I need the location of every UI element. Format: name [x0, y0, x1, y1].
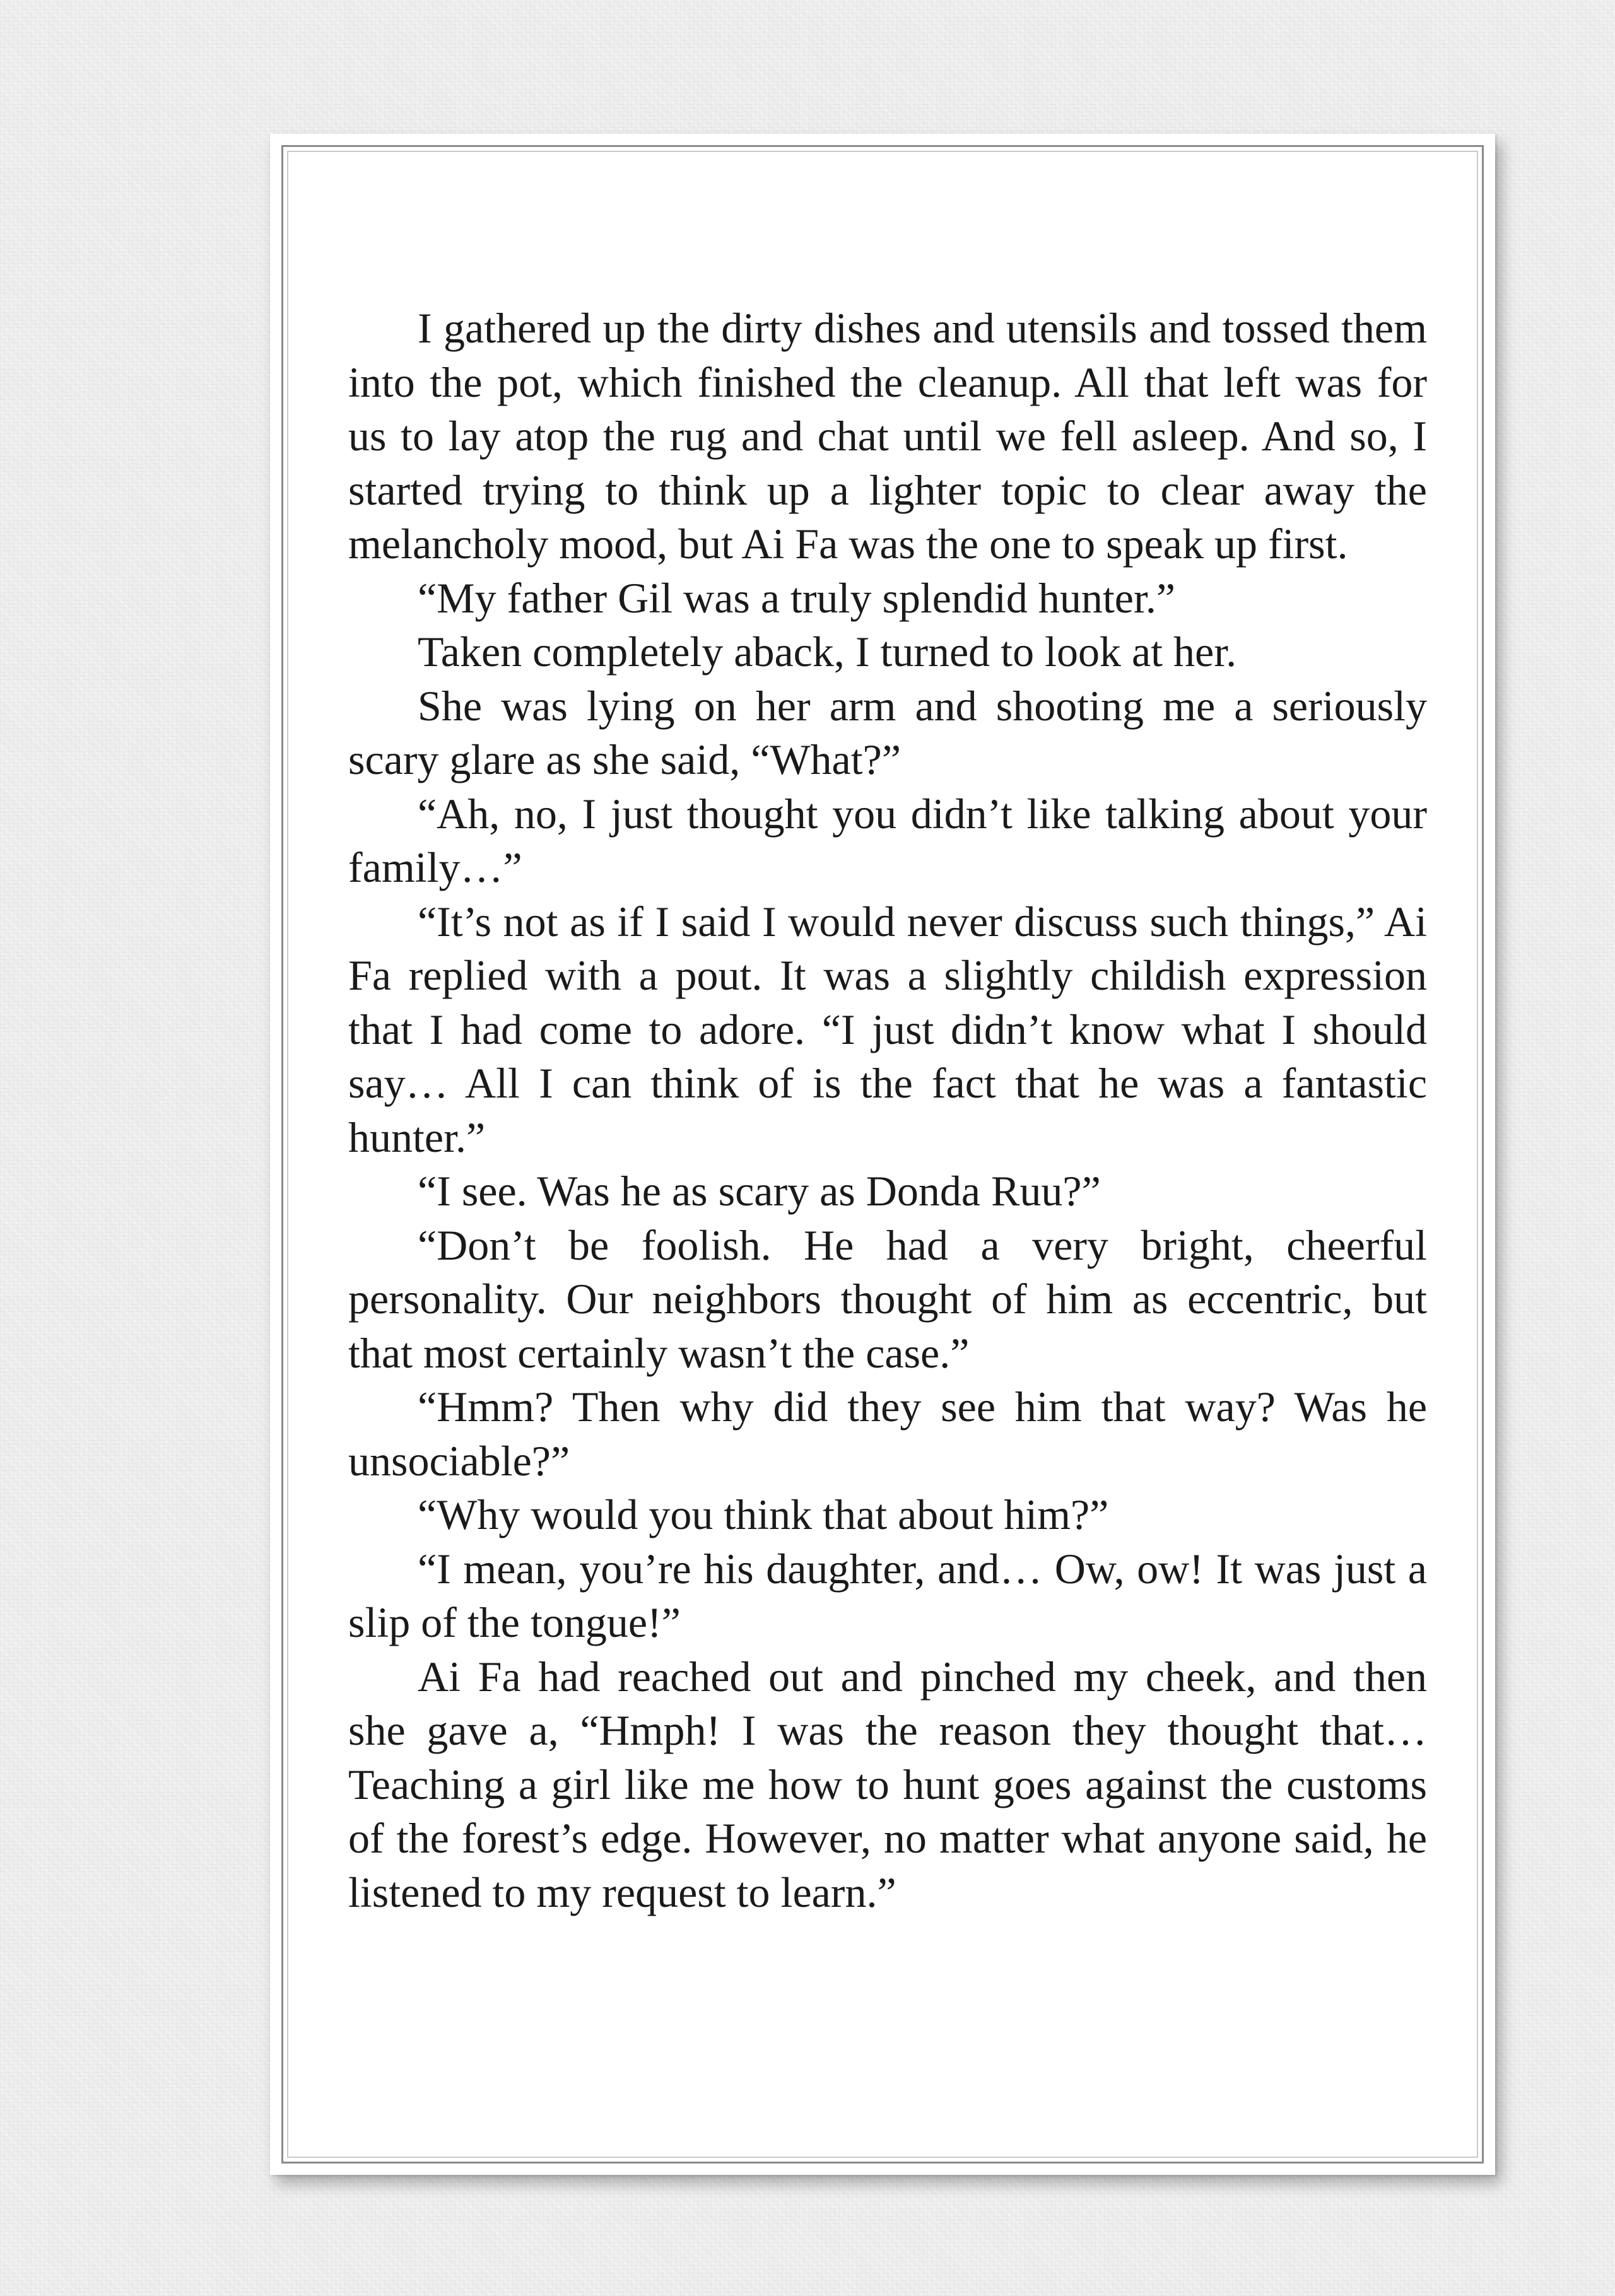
paragraph: “Hmm? Then why did they see him that way? Was he unsociable?”: [348, 1383, 1427, 1485]
paragraph: “I see. Was he as scary as Donda Ruu?”: [418, 1167, 1101, 1215]
paragraph: Ai Fa had reached out and pinched my cheek, and then she gave a, “Hmph! I was the reason they thought that… Teaching a girl like me how to hunt goes against the customs of the forest’s edge. However, no matter what anyone said, he listened to my request to learn.”: [348, 1652, 1427, 1916]
paragraph: “It’s not as if I said I would never discuss such things,” Ai Fa replied with a pout. It was a slightly childish expression that I had come to adore. “I just didn’t know what I should say… All I can think of is the fact that he was a fantastic hunter.”: [348, 897, 1427, 1161]
paragraph: I gathered up the dirty dishes and utensils and tossed them into the pot, which finished the cleanup. All that left was for us to lay atop the rug and chat until we fell asleep. And so, I started trying to think up a lighter topic to clear away the melancholy mood, but Ai Fa was the one to speak up first.: [348, 304, 1427, 568]
paragraph: Taken completely aback, I turned to look at her.: [418, 628, 1237, 676]
paragraph: She was lying on her arm and shooting me a seriously scary glare as she said, “What?”: [348, 681, 1427, 783]
paragraph: “My father Gil was a truly splendid hunter.”: [418, 573, 1176, 622]
paragraph: “Don’t be foolish. He had a very bright, cheerful personality. Our neighbors thought of him as eccentric, but that most certainly wasn’t the case.”: [348, 1221, 1427, 1377]
book-page: [270, 134, 1495, 2175]
paragraph: “I mean, you’re his daughter, and… Ow, ow! It was just a slip of the tongue!”: [348, 1544, 1427, 1646]
story-text: [348, 302, 1427, 1919]
paragraph: “Ah, no, I just thought you didn’t like talking about your family…”: [348, 789, 1427, 891]
paragraph: “Why would you think that about him?”: [418, 1491, 1109, 1538]
